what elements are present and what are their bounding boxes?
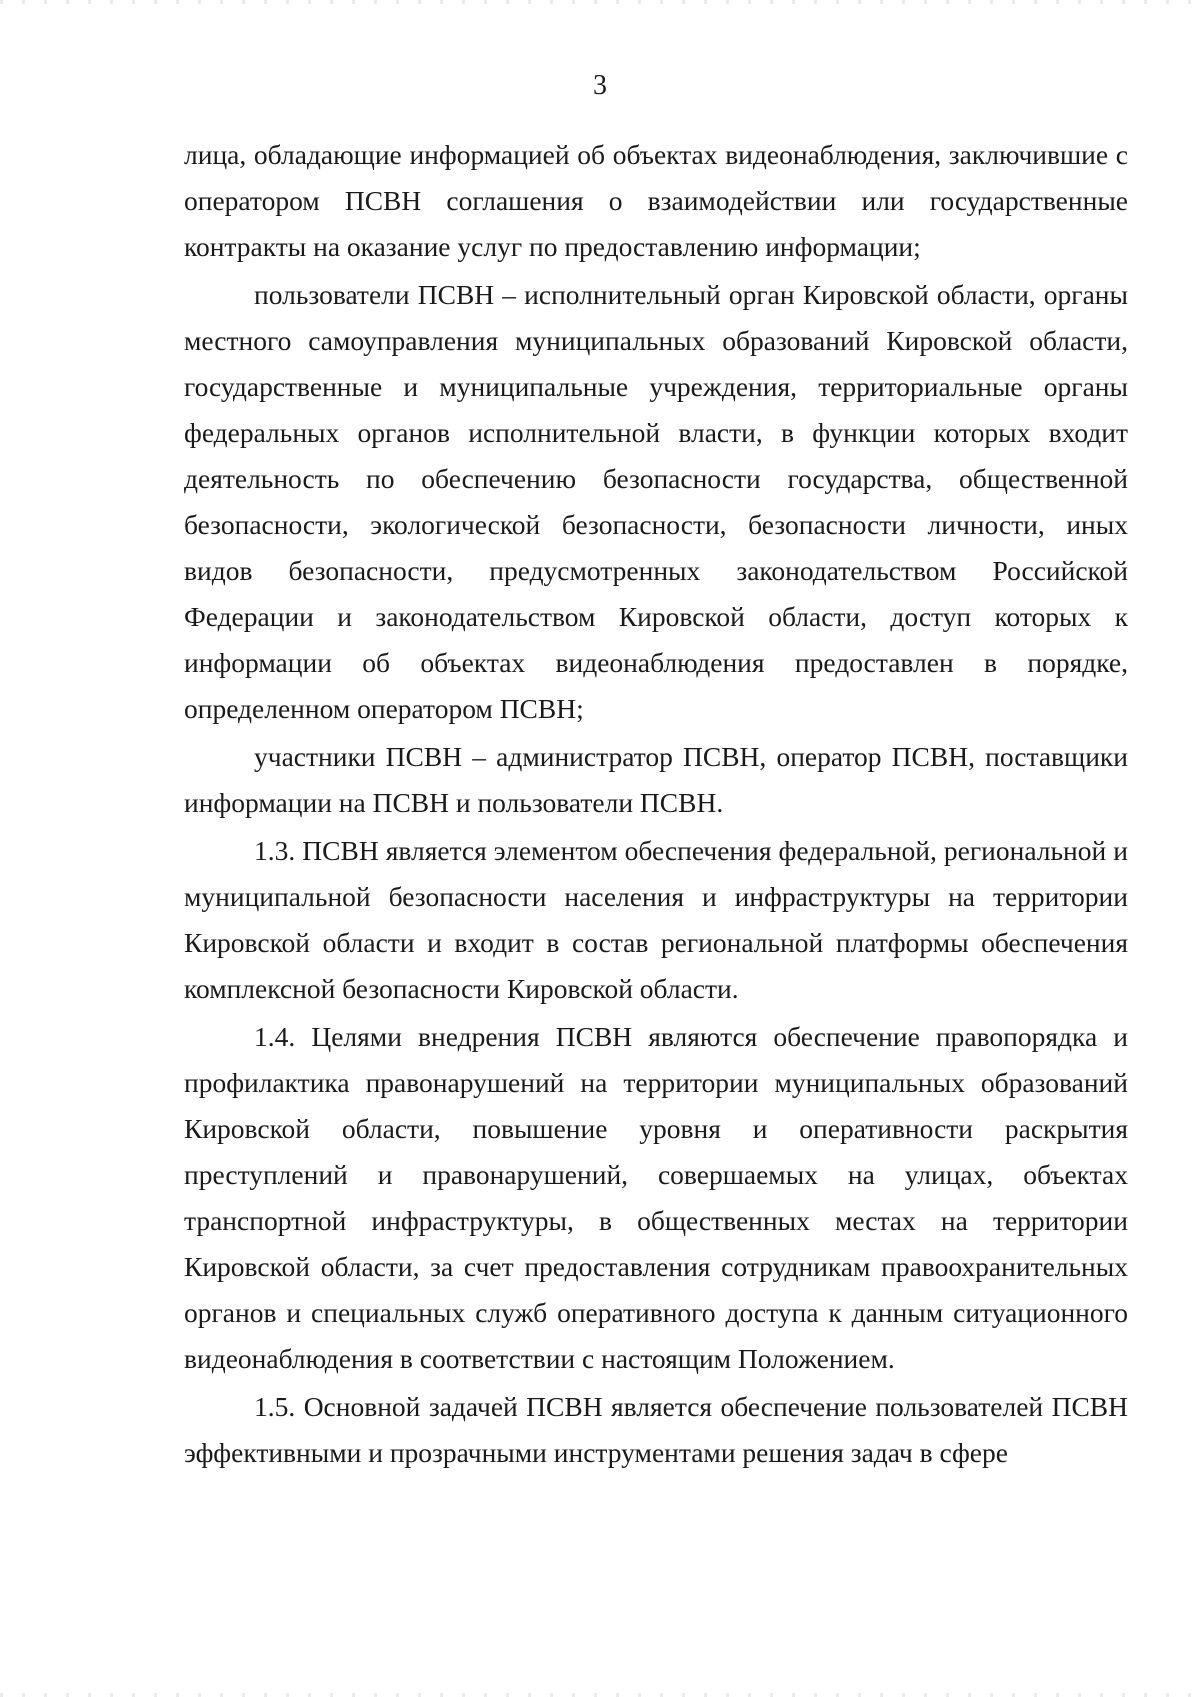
paragraph-1-5: 1.5. Основной задачей ПСВН является обеспечение пользователей ПСВН эффективными и прозрачными инструментами решения задач в сфере xyxy=(184,1391,1128,1468)
paragraph-users-definition: пользователи ПСВН – исполнительный орган Кировской области, органы местного самоуправления муниципальных образований Кировской области, государственные и муниципальные учреждения, территориальные органы федеральных органов исполнительной власти, в функции которых входит деятельность по обеспечению безопасности государства, общественной безопасности, экологической безопасности, безопасности личности, иных видов безопасности, предусмотренных законодательством Российской Федерации и законодательством Кировской области, доступ которых к информации об объектах видеонаблюдения предоставлен в порядке, определенном оператором ПСВН; xyxy=(184,279,1128,724)
scan-edge-top xyxy=(0,0,1200,4)
paragraph-continuation: лица, обладающие информацией об объектах видеонаблюдения, заключившие с оператором ПСВН соглашения о взаимодействии или государственные контракты на оказание услуг по предоставлению информации; xyxy=(184,139,1128,262)
page-number: 3 xyxy=(593,70,607,101)
paragraph-1-4: 1.4. Целями внедрения ПСВН являются обеспечение правопорядка и профилактика правонарушений на территории муниципальных образований Кировской области, повышение уровня и оперативности раскрытия преступлений и правонарушений, совершаемых на улицах, объектах транспортной инфраструктуры, в общественных местах на территории Кировской области, за счет предоставления сотрудникам правоохранительных органов и специальных служб оперативного доступа к данным ситуационного видеонаблюдения в соответствии с настоящим Положением. xyxy=(184,1021,1128,1374)
paragraph-participants-definition: участники ПСВН – администратор ПСВН, оператор ПСВН, поставщики информации на ПСВН и пользователи ПСВН. xyxy=(184,741,1128,818)
scan-edge-bottom xyxy=(0,1693,1200,1697)
paragraph-1-3: 1.3. ПСВН является элементом обеспечения федеральной, региональной и муниципальной безопасности населения и инфраструктуры на территории Кировской области и входит в состав региональной платформы обеспечения комплексной безопасности Кировской области. xyxy=(184,835,1128,1004)
document-body xyxy=(184,132,1128,1476)
